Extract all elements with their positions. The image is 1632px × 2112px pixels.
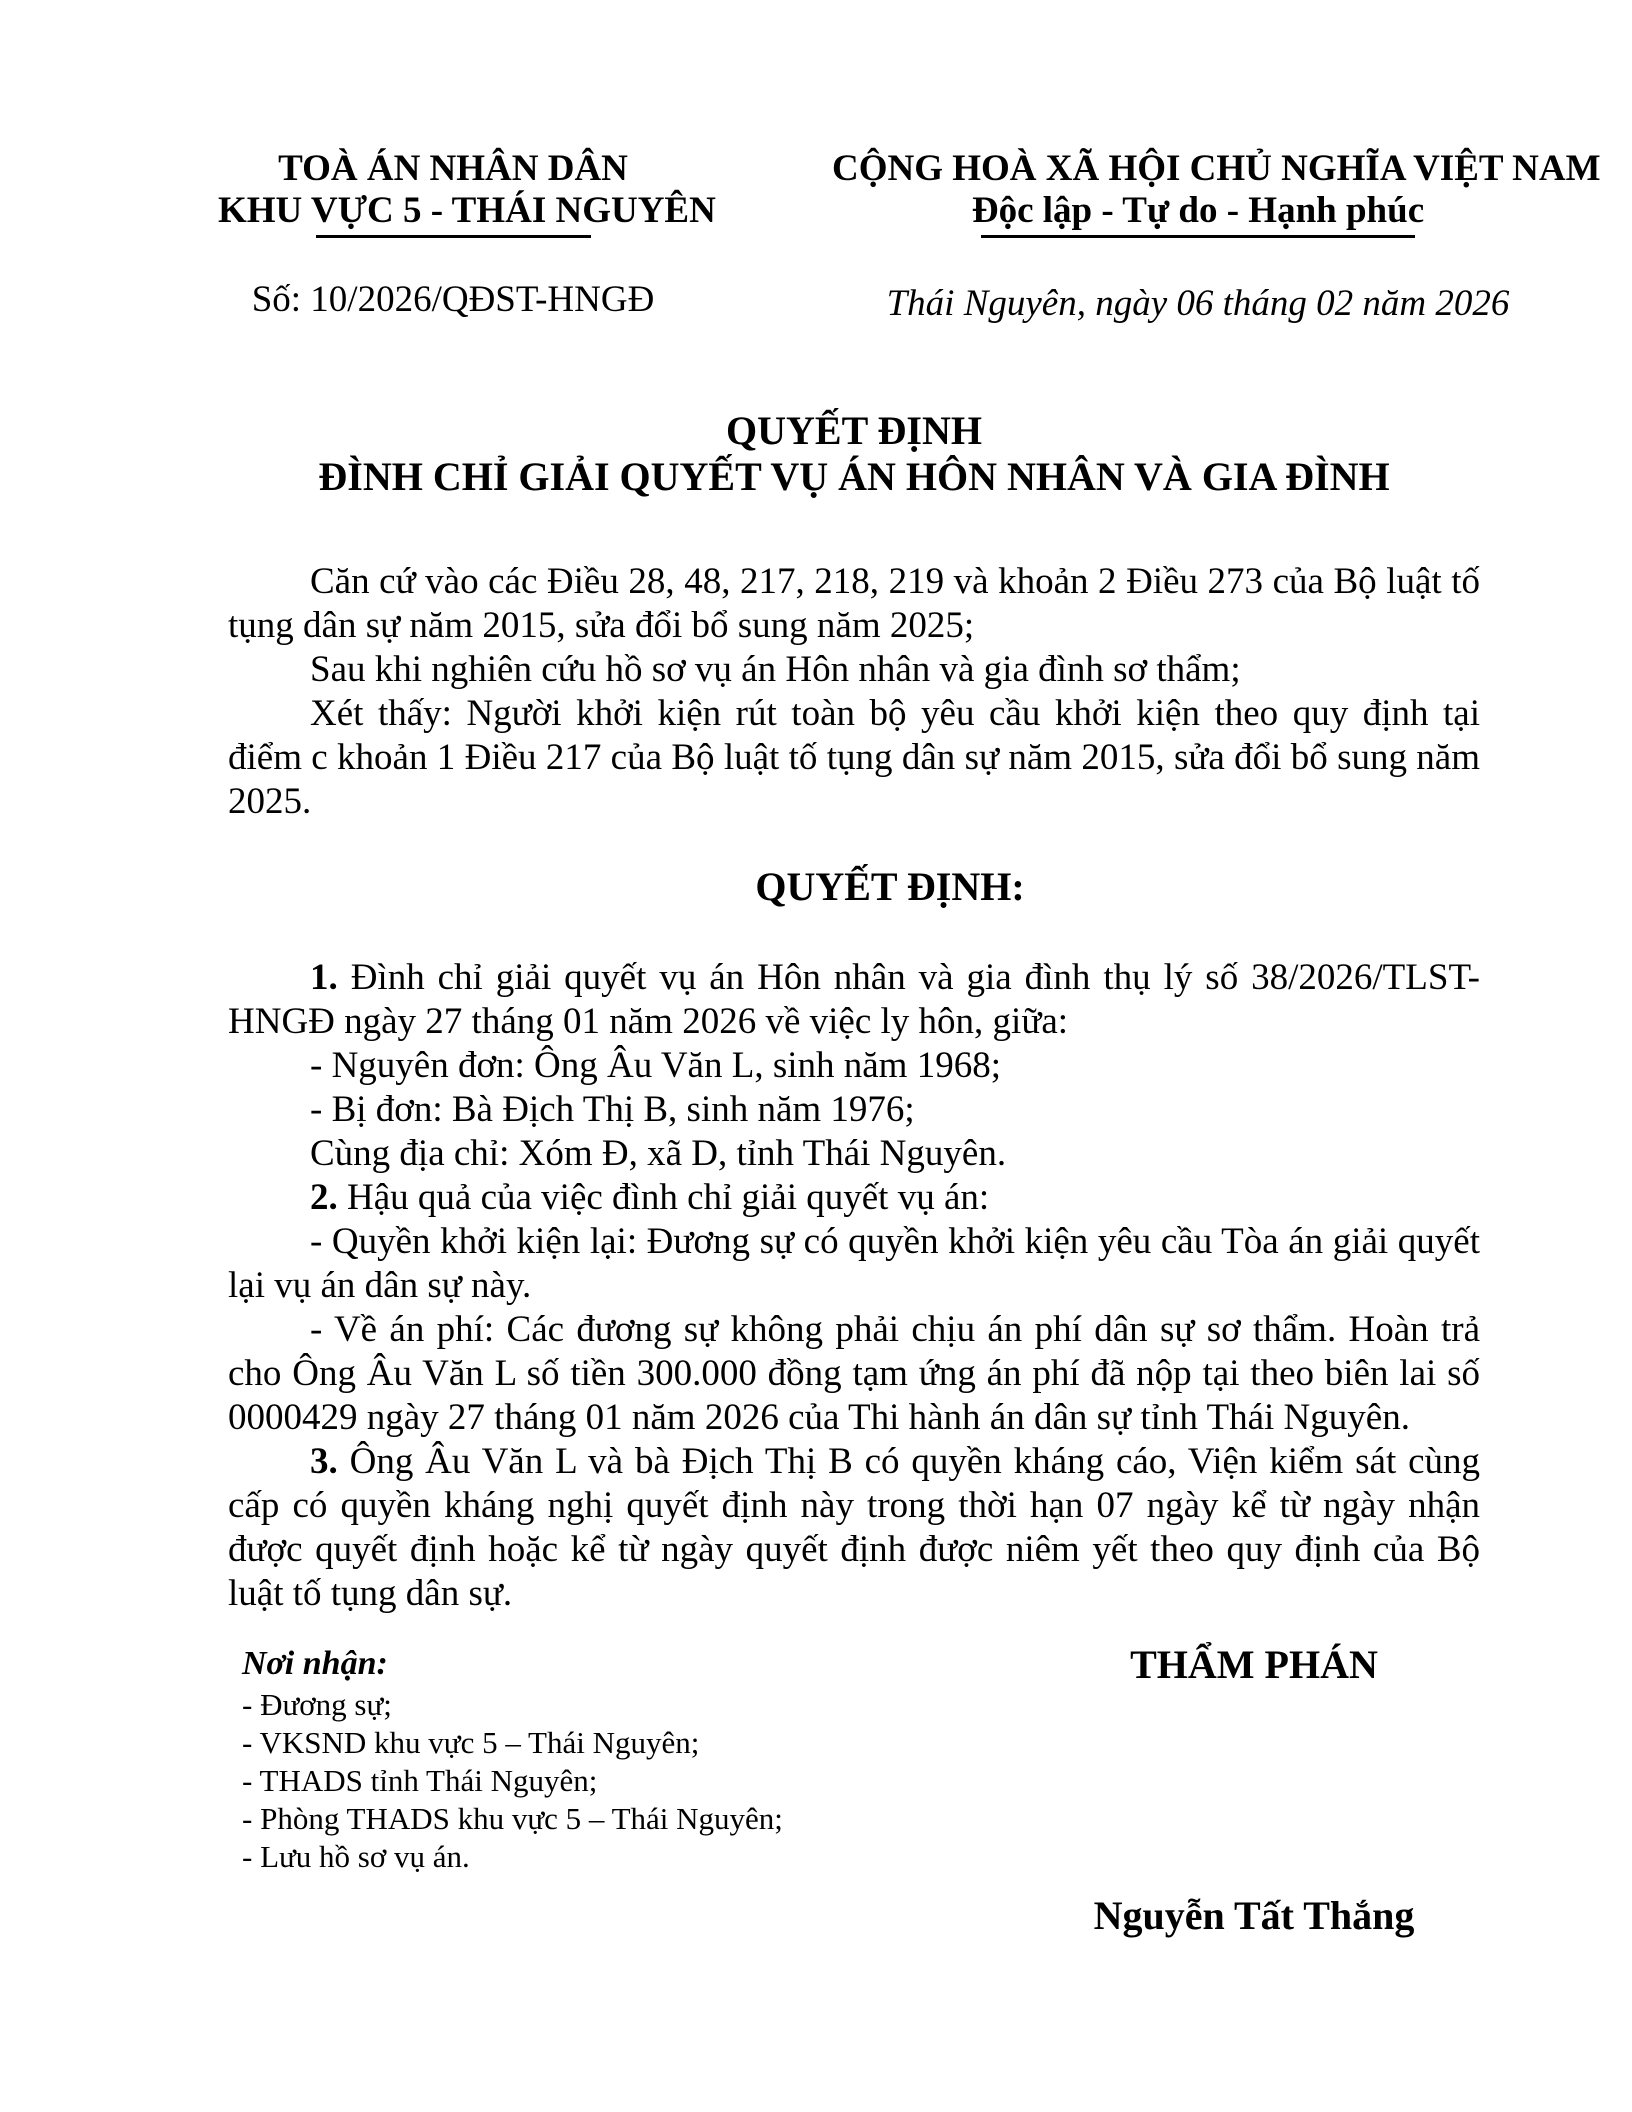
signature-block — [1044, 1642, 1464, 1938]
decision-item-2 — [228, 1176, 1480, 1220]
decision-section — [228, 956, 1480, 1616]
preamble-section — [228, 560, 1480, 824]
decision-item-2-number: 2. — [310, 1177, 338, 1218]
defendant-line: - Bị đơn: Bà Địch Thị B, sinh năm 1976; — [310, 1089, 915, 1130]
republic-motto-line2: Độc lập - Tự do - Hạnh phúc — [971, 190, 1425, 231]
recipient-item: - Phòng THADS khu vực 5 – Thái Nguyên; — [242, 1801, 783, 1836]
court-name-line1: TOÀ ÁN NHÂN DÂN — [278, 148, 628, 189]
fees-line: - Về án phí: Các đương sự không phải chịu án phí dân sự sơ thẩm. Hoàn trả cho Ông Âu Văn L số tiền 300.000 đồng tạm ứng án phí đã nộp tại theo biên lai số 0000429 ngày 27 tháng 01 năm 2026 của Thi hành án dân sự tỉnh Thái Nguyên. — [228, 1309, 1480, 1438]
republic-header-rule — [981, 235, 1415, 238]
plaintiff-line: - Nguyên đơn: Ông Âu Văn L, sinh năm 1968; — [310, 1045, 1001, 1086]
recipients-label: Nơi nhận: — [242, 1645, 388, 1682]
decision-item-1-number: 1. — [310, 957, 338, 998]
place-date-line: Thái Nguyên, ngày 06 tháng 02 năm 2026 — [886, 283, 1510, 324]
document-number: Số: 10/2026/QĐST-HNGĐ — [251, 279, 655, 320]
decision-item-3 — [228, 1440, 1480, 1616]
court-header-rule — [316, 235, 591, 238]
judge-name: Nguyễn Tất Thắng — [1093, 1893, 1415, 1938]
decision-item-3-number: 3. — [310, 1441, 338, 1482]
recipient-item: - THADS tỉnh Thái Nguyên; — [242, 1763, 598, 1798]
document-footer — [228, 1642, 1480, 1938]
decision-item-1-text: Đình chỉ giải quyết vụ án Hôn nhân và gia đình thụ lý số 38/2026/TLST-HNGĐ ngày 27 tháng 01 năm 2026 về việc ly hôn, giữa: — [228, 957, 1480, 1042]
document-header — [218, 148, 1601, 326]
preamble-paragraph-3: Xét thấy: Người khởi kiện rút toàn bộ yêu cầu khởi kiện theo quy định tại điểm c khoản 1 Điều 217 của Bộ luật tố tụng dân sự năm 2015, sửa đổi bổ sung năm 2025. — [228, 693, 1480, 822]
republic-header — [832, 148, 1601, 326]
right-to-sue-line: - Quyền khởi kiện lại: Đương sự có quyền khởi kiện yêu cầu Tòa án giải quyết lại vụ án dân sự này. — [228, 1221, 1480, 1306]
judge-title: THẨM PHÁN — [1130, 1642, 1378, 1687]
decision-heading: QUYẾT ĐỊNH: — [755, 864, 1025, 909]
recipient-item: - VKSND khu vực 5 – Thái Nguyên; — [242, 1725, 700, 1760]
preamble-paragraph-1: Căn cứ vào các Điều 28, 48, 217, 218, 219 và khoản 2 Điều 273 của Bộ luật tố tụng dân sự năm 2015, sửa đổi bổ sung năm 2025; — [228, 561, 1480, 646]
document-title-block — [228, 408, 1480, 500]
republic-motto-line1: CỘNG HOÀ XÃ HỘI CHỦ NGHĨA VIỆT NAM — [832, 148, 1601, 189]
decision-item-3-text: Ông Âu Văn L và bà Địch Thị B có quyền kháng cáo, Viện kiểm sát cùng cấp có quyền kháng nghị quyết định này trong thời hạn 07 ngày kể từ ngày nhận được quyết định hoặc kể từ ngày quyết định được niêm yết theo quy định của Bộ luật tố tụng dân sự. — [228, 1441, 1480, 1614]
decision-item-1 — [228, 956, 1480, 1044]
document-subtitle: ĐÌNH CHỈ GIẢI QUYẾT VỤ ÁN HÔN NHÂN VÀ GIA ĐÌNH — [318, 454, 1390, 499]
decision-item-2-text: Hậu quả của việc đình chỉ giải quyết vụ án: — [337, 1177, 990, 1218]
preamble-paragraph-2: Sau khi nghiên cứu hồ sơ vụ án Hôn nhân và gia đình sơ thẩm; — [310, 649, 1241, 690]
recipient-item: - Đương sự; — [242, 1687, 392, 1722]
address-line: Cùng địa chỉ: Xóm Đ, xã D, tỉnh Thái Nguyên. — [310, 1133, 1007, 1174]
court-name-line2: KHU VỰC 5 - THÁI NGUYÊN — [218, 190, 716, 231]
recipient-item: - Lưu hồ sơ vụ án. — [242, 1839, 470, 1874]
document-title: QUYẾT ĐỊNH — [726, 408, 982, 453]
court-header — [218, 148, 716, 326]
